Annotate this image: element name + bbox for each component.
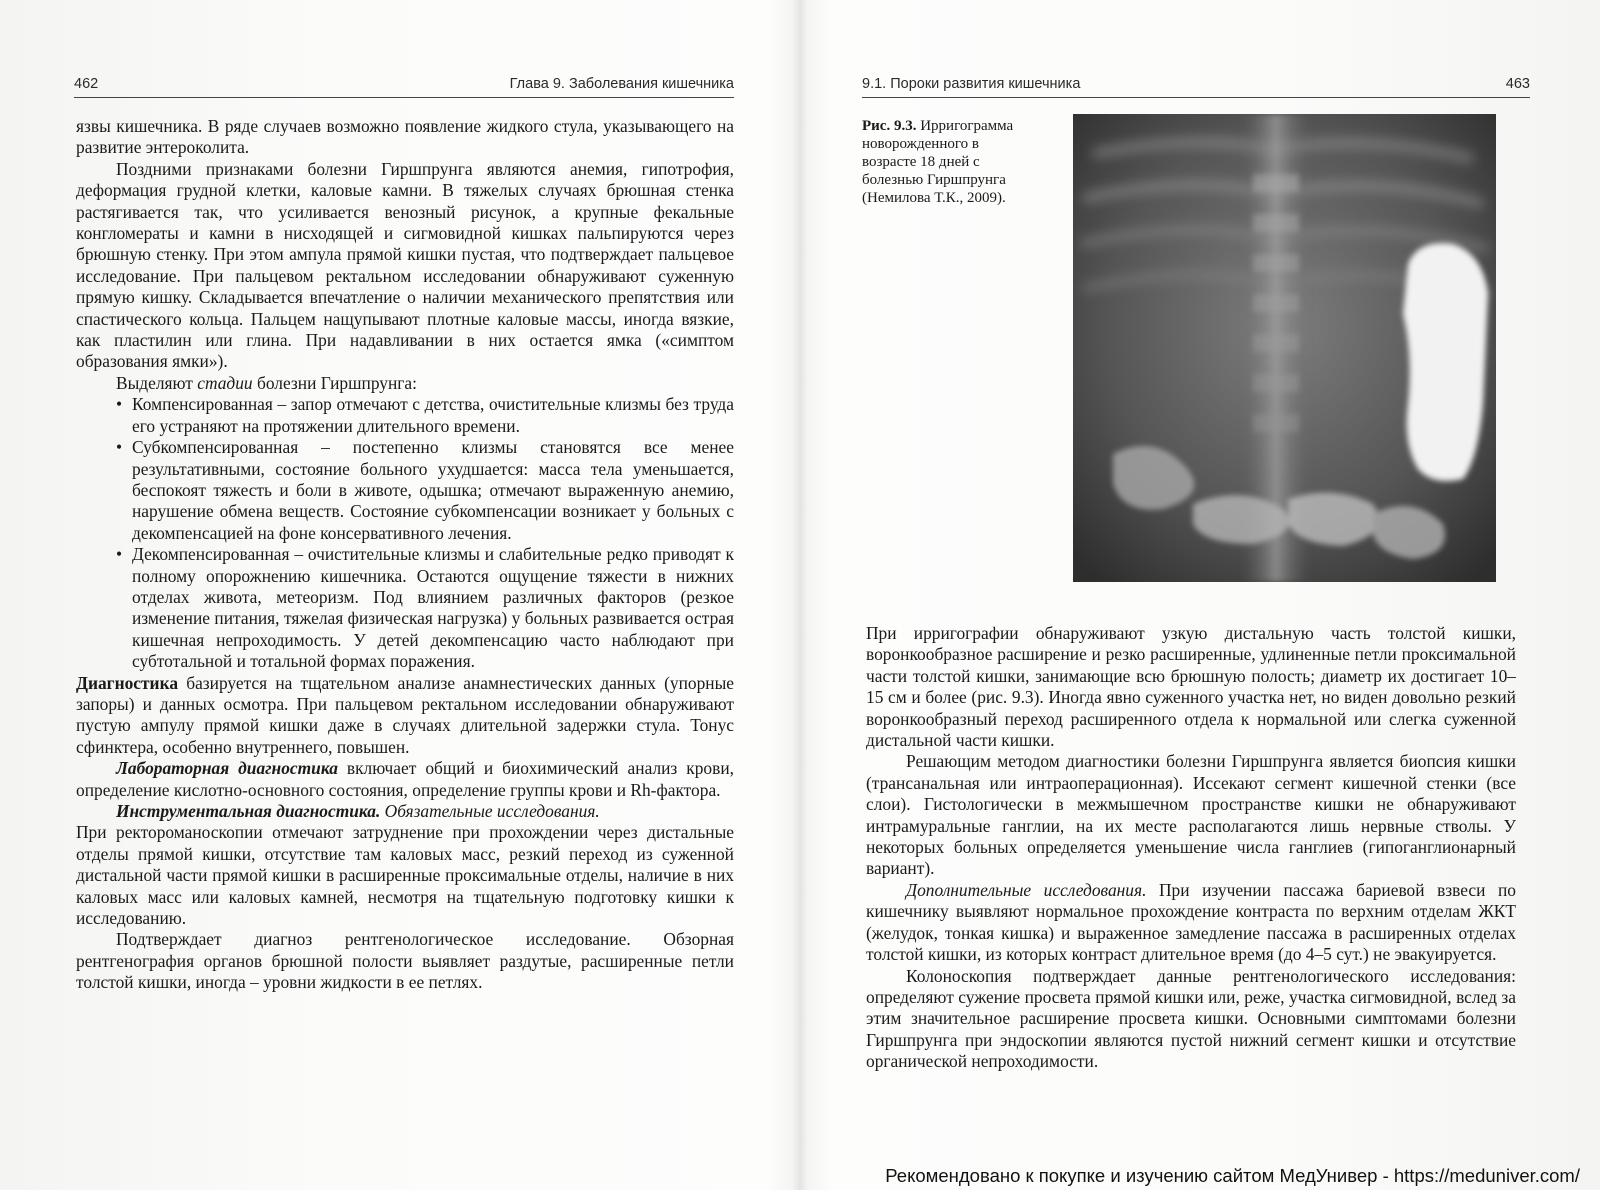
left-paragraph-2: Поздними признаками болезни Гиршпрунга являются анемия, гипотрофия, деформация грудной клетки, каловые камни. В тяжелых случаях брюшная стенка растягивается так, что усиливается венозный рисунок, а крупные фекальные конгломераты и камни в нисходящей и сигмовидной кишках пальпируются через брюшную стенку. При этом ампула прямой кишки пустая, что подтверждает пальцевое исследование. При пальцевом ректальном исследовании обнаруживают суженную прямую кишку. Складывается впечатление о наличии механического препятствия или спастического кольца. Пальцем нащупывают плотные каловые массы, иногда вязкие, как пластилин или глина. При надавливании в них остается ямка («симптом образования ямки»). [76, 158, 734, 372]
stages-intro-text: Выделяют [116, 372, 198, 393]
xray-image [1073, 114, 1496, 582]
lab-diagnostics-text: включает общий и биохимический анализ крови, определение кислотно-основного состояния, определение группы крови и Rh-фактора. [76, 758, 734, 800]
figure-caption-label: Рис. 9.3. [862, 118, 917, 134]
list-item-text: Субкомпенсированная – постепенно клизмы становятся все менее результативными, состояние больного ухудшается: масса тела уменьшается, беспокоят тяжесть и боли в животе, одышка; отмечают выраженную анемию, нарушение обмена веществ. Состояние субкомпенсации возникает у больных с декомпенсацией на фоне консервативного лечения. [132, 437, 734, 543]
bullet-icon: • [116, 437, 123, 458]
right-section-title: 9.1. Пороки развития кишечника [862, 76, 1081, 92]
diagnostics-heading: Диагностика [76, 672, 179, 693]
right-paragraph-3 [866, 880, 1516, 966]
book-gutter [792, 0, 808, 1190]
additional-studies-heading: Дополнительные исследования. [906, 879, 1147, 900]
right-running-head [862, 76, 1530, 96]
instrumental-heading: Инструментальная диагностика. [116, 801, 381, 821]
instrumental-heading-line [76, 801, 734, 822]
right-paragraph-2: Решающим методом диагностики болезни Гиршпрунга является биопсия кишки (трансанальная или интраоперационная). Иссекают сегмент кишечной стенки (все слои). Гистологически в межмышечном пространстве кишки не обнаруживают интрамуральные ганглии, на их месте располагаются лишь нервные стволы. У некоторых больных определяется уменьшение числа ганглиев (гипоганглионарный вариант). [866, 751, 1516, 879]
xray-illustration [1073, 114, 1496, 582]
diagnostics-text: базируется на тщательном анализе анамнестических данных (упорные запоры) и данных осмотра. При пальцевом ректальном исследовании обнаруживают пустую ампулу прямой кишки даже в случаях длительной задержки стула. Тонус сфинктера, особенно внутреннего, повышен. [76, 672, 734, 757]
bullet-icon: • [116, 544, 123, 565]
left-header-rule [74, 97, 734, 98]
right-page-number: 463 [1505, 76, 1530, 92]
left-paragraph-1: язвы кишечника. В ряде случаев возможно появление жидкого стула, указывающего на развитие энтероколита. [76, 116, 734, 158]
bullet-icon: • [116, 394, 123, 415]
left-running-head [74, 76, 734, 96]
lab-diagnostics-heading: Лабораторная диагностика [116, 758, 338, 779]
left-paragraph-last: Подтверждает диагноз рентгенологическое исследование. Обзорная рентгенография органов брюшной полости выявляет раздутые, расширенные петли толстой кишки, иногда – уровни жидкости в ее петлях. [76, 929, 734, 993]
list-item [76, 437, 734, 544]
list-item [76, 394, 734, 437]
list-item-text: Декомпенсированная – очистительные клизмы и слабительные редко приводят к полному опорожнению кишечника. Остаются ощущение тяжести в нижних отделах живота, метеоризм. Под влиянием различных факторов (резкое изменение питания, тяжелая физическая нагрузка) у больных развивается острая кишечная непроходимость. У детей декомпенсацию часто наблюдают при субтотальной и тотальной формах поражения. [132, 544, 734, 672]
list-item-text: Компенсированная – запор отмечают с детства, очистительные клизмы без труда его устраняют на протяжении длительного времени. [132, 394, 734, 436]
left-column [76, 116, 734, 994]
right-header-rule [862, 97, 1530, 98]
stages-list [76, 394, 734, 672]
lab-diagnostics-paragraph [76, 758, 734, 801]
figure-caption [862, 117, 1032, 207]
stages-intro-emphasis: стадии [197, 372, 253, 393]
figure-caption-text: Ирригограмма новорожденного в возрасте 18 дней с болезнью Гиршпрунга (Немилова Т.К., 2009). [862, 118, 1014, 206]
right-paragraph-1: При ирригографии обнаруживают узкую дистальную часть толстой кишки, воронкообразное расширение и резко расширенные, удлиненные петли проксимальной части толстой кишки, занимающие всю брюшную полость; диаметр их достигает 10–15 см и более (рис. 9.3). Иногда явно суженного участка нет, но виден довольно резкий воронкообразный переход расширенного отдела к нормальной или слегка суженной дистальной части кишки. [866, 623, 1516, 751]
left-page-number: 462 [74, 76, 99, 92]
instrumental-subheading: Обязательные исследования. [380, 801, 600, 821]
right-column [866, 623, 1516, 1073]
watermark-link[interactable]: Рекомендовано к покупке и изучению сайтом МедУнивер - https://meduniver.com/ [885, 1165, 1580, 1186]
additional-studies-text: При изучении пассажа бариевой взвеси по кишечнику выявляют нормальное прохождение контраста по верхним отделам ЖКТ (желудок, тонкая кишка) и выраженное замедление пассажа в расширенных отделах толстой кишки, из которых контраст длительное время (до 4–5 сут.) не эвакуируется. [866, 879, 1516, 965]
stages-intro-text-end: болезни Гиршпрунга: [252, 372, 417, 393]
stages-intro [76, 373, 734, 394]
instrumental-paragraph: При ректороманоскопии отмечают затруднение при прохождении через дистальные отделы прямой кишки, отсутствие там каловых масс, резкий переход из суженной дистальной части прямой кишки в расширенные проксимальные отделы, наличие в них каловых масс или каловых камней, несмотря на тщательную подготовку кишки к исследованию. [76, 822, 734, 929]
list-item [76, 544, 734, 672]
left-chapter-title: Глава 9. Заболевания кишечника [509, 76, 734, 92]
right-paragraph-4: Колоноскопия подтверждает данные рентгенологического исследования: определяют сужение просвета прямой кишки или, реже, участка сигмовидной, вслед за этим значительное расширение просвета кишки. Основными симптомами болезни Гиршпрунга при эндоскопии являются пустой нижний сегмент кишки и отсутствие органической непроходимости. [866, 965, 1516, 1072]
diagnostics-paragraph [76, 673, 734, 759]
